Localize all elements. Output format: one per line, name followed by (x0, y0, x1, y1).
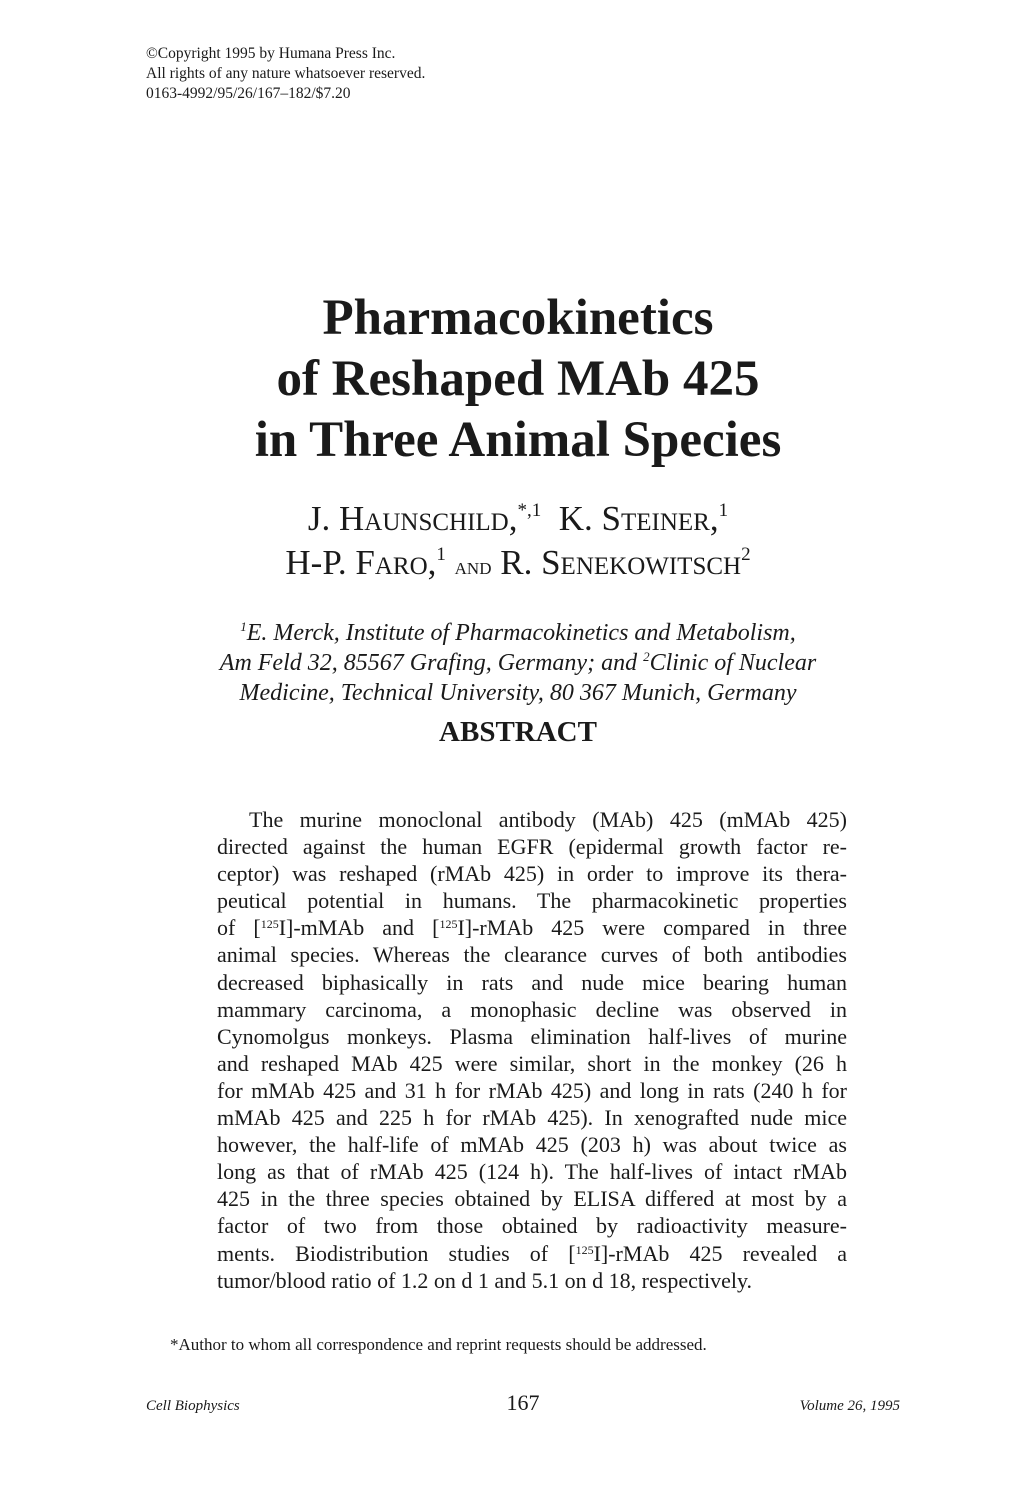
affiliation-mark: 1 (240, 619, 247, 634)
author-line-2 (0, 541, 1036, 589)
copyright-notice (146, 44, 425, 104)
affiliation-mark: 2 (643, 649, 650, 664)
abstract-line: animal species. Whereas the clearance curves of both antibodies (217, 942, 847, 968)
author-line-1 (0, 497, 1036, 541)
author-name: J. Haunschild, (307, 499, 518, 538)
abstract-line: Cynomolgus monkeys. Plasma elimination half-lives of murine (217, 1023, 847, 1049)
correspondence-footnote: *Author to whom all correspondence and reprint requests should be addressed. (170, 1335, 707, 1354)
abstract-line: factor of two from those obtained by radioactivity measure- (217, 1213, 847, 1239)
affiliation-line-2: Am Feld 32, 85567 Grafing, Germany; and $^2$Clinic of Nuclear (219, 649, 817, 676)
author-superscript: 1 (718, 500, 729, 521)
abstract-line: and reshaped MAb 425 were similar, short in the monkey (26 h (217, 1050, 847, 1076)
journal-name: Cell Biophysics (146, 1398, 240, 1414)
article-title (0, 288, 1036, 471)
author-name: K. Steiner, (558, 499, 719, 538)
author-name: R. Senekowitsch (500, 543, 742, 582)
abstract-line: decreased biphasically in rats and nude mice bearing human (217, 969, 847, 995)
abstract-line: The murine monoclonal antibody (MAb) 425 (mMAb 425) (249, 807, 847, 832)
copyright-line: ©Copyright 1995 by Humana Press Inc. (146, 45, 396, 62)
affiliations (0, 618, 1036, 708)
author-conjunction: and (454, 554, 492, 580)
abstract-body (217, 806, 847, 1294)
author-superscript: 2 (741, 544, 751, 565)
abstract-heading: ABSTRACT (439, 716, 597, 748)
abstract-line: ments. Biodistribution studies of [$^{125}$I]-rMAb 425 revealed a (217, 1240, 847, 1266)
title-line-2: of Reshaped MAb 425 (276, 351, 760, 407)
abstract-line: mMAb 425 and 225 h for rMAb 425). In xenografted nude mice (217, 1105, 847, 1131)
code-line: 0163-4992/95/26/167–182/$7.20 (146, 85, 351, 102)
abstract-line: directed against the human EGFR (epidermal growth factor re- (217, 834, 847, 860)
author-superscript: 1 (436, 544, 446, 565)
volume-info: Volume 26, 1995 (799, 1398, 900, 1414)
abstract-line: mammary carcinoma, a monophasic decline was observed in (217, 996, 847, 1022)
affiliation-line-3: Medicine, Technical University, 80 367 Munich, Germany (239, 680, 797, 706)
abstract-line: tumor/blood ratio of 1.2 on d 1 and 5.1 on d 18, respectively. (217, 1267, 753, 1293)
author-name: H-P. Faro, (285, 543, 437, 582)
abstract-line: for mMAb 425 and 31 h for rMAb 425) and long in rats (240 h for (217, 1077, 847, 1103)
abstract-line: peutical potential in humans. The pharmacokinetic properties (217, 888, 847, 914)
author-superscript: *,1 (517, 500, 542, 521)
affiliation-line-1: $^1$E. Merck, Institute of Pharmacokinetics and Metabolism, (240, 619, 796, 646)
author-list (0, 497, 1036, 589)
title-line-1: Pharmacokinetics (322, 290, 714, 346)
page-number: 167 (506, 1390, 540, 1415)
abstract-line: of [$^{125}$I]-mMAb and [$^{125}$I]-rMAb 425 were compared in three (217, 915, 847, 941)
abstract-line: however, the half-life of mMAb 425 (203 h) was about twice as (217, 1132, 847, 1158)
rights-line: All rights of any nature whatsoever reserved. (146, 65, 426, 82)
abstract-line: ceptor) was reshaped (rMAb 425) in order to improve its thera- (217, 861, 847, 887)
abstract-line: long as that of rMAb 425 (124 h). The half-lives of intact rMAb (217, 1159, 847, 1185)
abstract-line: 425 in the three species obtained by ELISA differed at most by a (217, 1186, 847, 1212)
title-line-3: in Three Animal Species (254, 412, 782, 468)
